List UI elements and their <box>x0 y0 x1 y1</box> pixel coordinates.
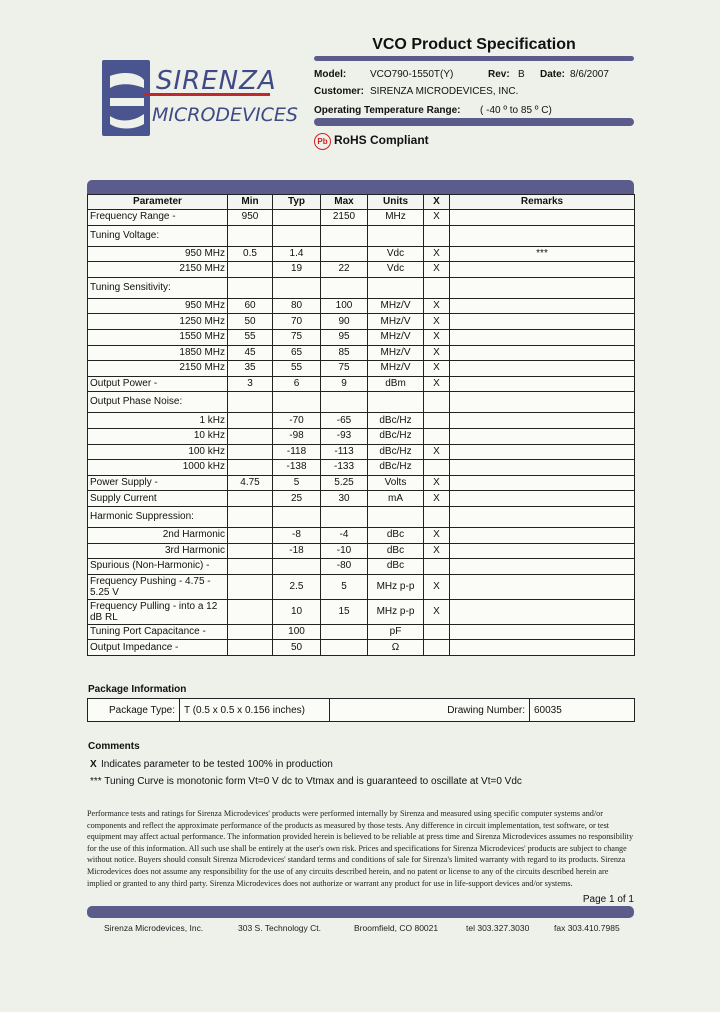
value-cell: pF <box>368 624 424 640</box>
param-cell: 10 kHz <box>88 428 228 444</box>
value-cell <box>424 413 450 429</box>
table-row <box>88 428 635 444</box>
value-cell <box>228 624 273 640</box>
value-cell: X <box>424 491 450 507</box>
value-cell <box>450 225 635 246</box>
value-cell <box>450 314 635 330</box>
value-cell <box>450 624 635 640</box>
value-cell: 9 <box>321 376 368 392</box>
model-label: Model: <box>314 69 347 80</box>
pb-free-icon: Pb <box>314 133 331 150</box>
table-row <box>88 413 635 429</box>
value-cell: 22 <box>321 262 368 278</box>
value-cell: dBc <box>368 527 424 543</box>
value-cell: X <box>424 262 450 278</box>
table-row <box>88 599 635 624</box>
value-cell: X <box>424 543 450 559</box>
param-cell: 1550 MHz <box>88 329 228 345</box>
value-cell: 5 <box>321 574 368 599</box>
value-cell: dBc <box>368 559 424 575</box>
value-cell: 2.5 <box>273 574 321 599</box>
value-cell <box>450 460 635 476</box>
value-cell: X <box>424 574 450 599</box>
value-cell: 55 <box>228 329 273 345</box>
value-cell <box>424 428 450 444</box>
value-cell: 50 <box>273 640 321 656</box>
table-row <box>88 491 635 507</box>
value-cell: -98 <box>273 428 321 444</box>
value-cell: Ω <box>368 640 424 656</box>
temp-label: Operating Temperature Range: <box>314 105 461 116</box>
value-cell <box>228 543 273 559</box>
value-cell: X <box>424 210 450 226</box>
param-cell: 2150 MHz <box>88 361 228 377</box>
value-cell <box>273 559 321 575</box>
col-header: Units <box>368 195 424 210</box>
value-cell: X <box>424 376 450 392</box>
date-value: 8/6/2007 <box>570 69 609 80</box>
table-row <box>88 444 635 460</box>
value-cell: 15 <box>321 599 368 624</box>
customer-label: Customer: <box>314 86 365 97</box>
drawing-number-value: 60035 <box>530 699 635 722</box>
value-cell: MHz/V <box>368 345 424 361</box>
table-row <box>88 376 635 392</box>
value-cell: 2150 <box>321 210 368 226</box>
value-cell <box>228 491 273 507</box>
value-cell <box>228 225 273 246</box>
value-cell: 85 <box>321 345 368 361</box>
value-cell: dBc/Hz <box>368 444 424 460</box>
value-cell <box>424 225 450 246</box>
rev-value: B <box>518 69 525 80</box>
value-cell: MHz p-p <box>368 599 424 624</box>
param-cell: Power Supply - <box>88 475 228 491</box>
value-cell: Volts <box>368 475 424 491</box>
logo-line2: MICRODEVICES <box>152 104 298 126</box>
value-cell: -18 <box>273 543 321 559</box>
table-row <box>88 361 635 377</box>
value-cell <box>228 428 273 444</box>
value-cell: mA <box>368 491 424 507</box>
value-cell <box>321 277 368 298</box>
value-cell <box>450 506 635 527</box>
table-row <box>88 314 635 330</box>
value-cell: -4 <box>321 527 368 543</box>
value-cell: *** <box>450 246 635 262</box>
value-cell <box>424 624 450 640</box>
value-cell <box>424 392 450 413</box>
value-cell <box>368 392 424 413</box>
value-cell <box>450 361 635 377</box>
value-cell <box>424 277 450 298</box>
value-cell: X <box>424 246 450 262</box>
value-cell: 25 <box>273 491 321 507</box>
table-row <box>88 210 635 226</box>
value-cell: -10 <box>321 543 368 559</box>
value-cell <box>450 345 635 361</box>
param-cell: Output Phase Noise: <box>88 392 228 413</box>
value-cell <box>450 559 635 575</box>
value-cell <box>450 491 635 507</box>
value-cell <box>273 277 321 298</box>
value-cell <box>450 543 635 559</box>
param-cell: 100 kHz <box>88 444 228 460</box>
table-row <box>88 298 635 314</box>
param-cell: 2nd Harmonic <box>88 527 228 543</box>
param-cell: Supply Current <box>88 491 228 507</box>
table-row <box>88 329 635 345</box>
table-row <box>88 640 635 656</box>
param-cell: Tuning Voltage: <box>88 225 228 246</box>
value-cell <box>450 210 635 226</box>
value-cell <box>424 559 450 575</box>
param-cell: 1000 kHz <box>88 460 228 476</box>
value-cell: X <box>424 345 450 361</box>
comments-title: Comments <box>88 741 140 752</box>
param-cell: Spurious (Non-Harmonic) - <box>88 559 228 575</box>
value-cell: 45 <box>228 345 273 361</box>
value-cell <box>450 413 635 429</box>
date-label: Date: <box>540 69 566 80</box>
package-section-title: Package Information <box>88 684 187 695</box>
value-cell: 30 <box>321 491 368 507</box>
value-cell <box>450 599 635 624</box>
value-cell <box>321 506 368 527</box>
value-cell <box>424 506 450 527</box>
table-row <box>88 506 635 527</box>
value-cell <box>450 640 635 656</box>
value-cell: MHz <box>368 210 424 226</box>
value-cell: 50 <box>228 314 273 330</box>
table-row <box>88 543 635 559</box>
value-cell: dBc/Hz <box>368 413 424 429</box>
value-cell: dBc/Hz <box>368 428 424 444</box>
param-cell: 3rd Harmonic <box>88 543 228 559</box>
value-cell <box>228 599 273 624</box>
value-cell: -8 <box>273 527 321 543</box>
value-cell: -113 <box>321 444 368 460</box>
value-cell <box>450 392 635 413</box>
value-cell <box>273 225 321 246</box>
col-header: X <box>424 195 450 210</box>
footer-tel: tel 303.327.3030 <box>466 923 530 933</box>
value-cell: MHz/V <box>368 361 424 377</box>
footer-fax: fax 303.410.7985 <box>554 923 620 933</box>
value-cell <box>368 277 424 298</box>
page-number: Page 1 of 1 <box>582 894 634 905</box>
value-cell <box>273 210 321 226</box>
value-cell <box>228 277 273 298</box>
value-cell: -80 <box>321 559 368 575</box>
param-cell: 950 MHz <box>88 246 228 262</box>
value-cell: X <box>424 329 450 345</box>
param-cell: Frequency Pushing - 4.75 - 5.25 V <box>88 574 228 599</box>
value-cell: X <box>424 314 450 330</box>
value-cell: X <box>424 527 450 543</box>
value-cell: 80 <box>273 298 321 314</box>
table-row <box>88 475 635 491</box>
value-cell <box>228 392 273 413</box>
package-table <box>87 698 635 722</box>
param-cell: 2150 MHz <box>88 262 228 278</box>
value-cell: -133 <box>321 460 368 476</box>
value-cell: 5 <box>273 475 321 491</box>
logo-line1: SIRENZA <box>156 66 277 96</box>
sirenza-logo <box>100 58 298 138</box>
value-cell: MHz/V <box>368 298 424 314</box>
tuning-note: *** Tuning Curve is monotonic form Vt=0 V dc to Vtmax and is guaranteed to oscillate at Vt=0 Vdc <box>90 776 522 787</box>
value-cell: 65 <box>273 345 321 361</box>
footer-bar <box>87 906 634 918</box>
value-cell <box>228 262 273 278</box>
value-cell: 90 <box>321 314 368 330</box>
value-cell: 60 <box>228 298 273 314</box>
value-cell: MHz/V <box>368 314 424 330</box>
package-type-value: T (0.5 x 0.5 x 0.156 inches) <box>180 699 330 722</box>
model-value: VCO790-1550T(Y) <box>370 69 454 80</box>
value-cell: MHz/V <box>368 329 424 345</box>
table-row <box>88 345 635 361</box>
value-cell: 55 <box>273 361 321 377</box>
value-cell <box>228 506 273 527</box>
value-cell <box>450 475 635 491</box>
value-cell <box>321 246 368 262</box>
value-cell: 6 <box>273 376 321 392</box>
value-cell: -138 <box>273 460 321 476</box>
value-cell: dBm <box>368 376 424 392</box>
value-cell: 95 <box>321 329 368 345</box>
col-header: Parameter <box>88 195 228 210</box>
param-cell: Output Impedance - <box>88 640 228 656</box>
table-row <box>88 624 635 640</box>
value-cell: Vdc <box>368 262 424 278</box>
value-cell <box>368 225 424 246</box>
value-cell: 75 <box>273 329 321 345</box>
value-cell <box>273 392 321 413</box>
footer-address: 303 S. Technology Ct. <box>238 923 322 933</box>
value-cell <box>368 506 424 527</box>
value-cell: -70 <box>273 413 321 429</box>
param-cell: Tuning Sensitivity: <box>88 277 228 298</box>
param-cell: 1250 MHz <box>88 314 228 330</box>
x-marker: X <box>90 759 97 770</box>
value-cell: 35 <box>228 361 273 377</box>
col-header: Max <box>321 195 368 210</box>
param-cell: Output Power - <box>88 376 228 392</box>
param-cell: 1 kHz <box>88 413 228 429</box>
value-cell <box>450 444 635 460</box>
value-cell: 10 <box>273 599 321 624</box>
package-type-label: Package Type: <box>88 699 180 722</box>
table-row <box>88 527 635 543</box>
table-row <box>88 262 635 278</box>
table-row <box>88 574 635 599</box>
footer-city: Broomfield, CO 80021 <box>354 923 439 933</box>
value-cell <box>450 574 635 599</box>
table-top-bar <box>87 180 634 194</box>
value-cell <box>321 640 368 656</box>
table-row <box>88 246 635 262</box>
table-row <box>88 392 635 413</box>
col-header: Typ <box>273 195 321 210</box>
value-cell: Vdc <box>368 246 424 262</box>
page-title: VCO Product Specification <box>372 36 576 53</box>
disclaimer: Performance tests and ratings for Sirenza Microdevices' products were performed internally by Sirenza and measured using specific computer systems and/or components and reflect the approximate performance of the products as measured by those tests. Any difference in circuit implementation, test software, or test equipment may affect actual performance. The information provided herein is believed to be reliable at press time and Sirenza Microdevices assumes no responsibility for the use of this information. All such use shall be entirely at the user's own risk. Prices and specifications for Sirenza Microdevices' products are subject to change without notice. Buyers should consult Sirenza Microdevices' standard terms and conditions of sale for Sirenza's limited warranty with regard to its products. Sirenza Microdevices does not assume any responsibility for the use of any circuits described herein, and no patent or license to any of the circuits described herein are implied or granted to any third party. Sirenza Microdevices does not authorize or warrant any product for use in life-support devices and/or systems. <box>87 809 634 888</box>
col-header: Remarks <box>450 195 635 210</box>
param-cell: Tuning Port Capacitance - <box>88 624 228 640</box>
title-bar <box>314 56 634 61</box>
param-cell: 1850 MHz <box>88 345 228 361</box>
table-row <box>88 559 635 575</box>
value-cell <box>424 640 450 656</box>
value-cell: -118 <box>273 444 321 460</box>
value-cell <box>450 376 635 392</box>
param-cell: Harmonic Suppression: <box>88 506 228 527</box>
table-row <box>88 460 635 476</box>
value-cell <box>228 413 273 429</box>
param-cell: Frequency Pulling - into a 12 dB RL <box>88 599 228 624</box>
value-cell <box>450 329 635 345</box>
value-cell <box>273 506 321 527</box>
value-cell <box>228 574 273 599</box>
value-cell <box>450 527 635 543</box>
value-cell: X <box>424 475 450 491</box>
value-cell: 19 <box>273 262 321 278</box>
value-cell: 950 <box>228 210 273 226</box>
value-cell: X <box>424 444 450 460</box>
value-cell <box>321 624 368 640</box>
value-cell: X <box>424 298 450 314</box>
value-cell: 4.75 <box>228 475 273 491</box>
value-cell <box>228 444 273 460</box>
value-cell <box>228 460 273 476</box>
value-cell: dBc <box>368 543 424 559</box>
value-cell <box>228 640 273 656</box>
param-cell: 950 MHz <box>88 298 228 314</box>
value-cell <box>450 298 635 314</box>
col-header: Min <box>228 195 273 210</box>
value-cell: X <box>424 361 450 377</box>
spec-table <box>87 194 635 656</box>
value-cell: -93 <box>321 428 368 444</box>
value-cell: MHz p-p <box>368 574 424 599</box>
value-cell: 5.25 <box>321 475 368 491</box>
table-row <box>88 277 635 298</box>
rev-label: Rev: <box>488 69 510 80</box>
param-cell: Frequency Range - <box>88 210 228 226</box>
value-cell <box>228 527 273 543</box>
rohs-text: RoHS Compliant <box>334 133 429 147</box>
value-cell: 100 <box>273 624 321 640</box>
value-cell <box>450 262 635 278</box>
value-cell <box>450 277 635 298</box>
value-cell <box>228 559 273 575</box>
value-cell: 75 <box>321 361 368 377</box>
value-cell <box>321 225 368 246</box>
value-cell <box>321 392 368 413</box>
value-cell: 70 <box>273 314 321 330</box>
value-cell: 0.5 <box>228 246 273 262</box>
value-cell: dBc/Hz <box>368 460 424 476</box>
drawing-number-label: Drawing Number: <box>330 699 530 722</box>
table-row <box>88 225 635 246</box>
value-cell: 1.4 <box>273 246 321 262</box>
x-comment: Indicates parameter to be tested 100% in production <box>101 759 333 770</box>
value-cell: -65 <box>321 413 368 429</box>
footer-company: Sirenza Microdevices, Inc. <box>104 923 204 933</box>
customer-value: SIRENZA MICRODEVICES, INC. <box>370 86 519 97</box>
value-cell <box>424 460 450 476</box>
value-cell <box>450 428 635 444</box>
value-cell: 100 <box>321 298 368 314</box>
header-bar <box>314 118 634 126</box>
value-cell: 3 <box>228 376 273 392</box>
temp-value: ( -40 º to 85 º C) <box>480 105 552 116</box>
value-cell: X <box>424 599 450 624</box>
